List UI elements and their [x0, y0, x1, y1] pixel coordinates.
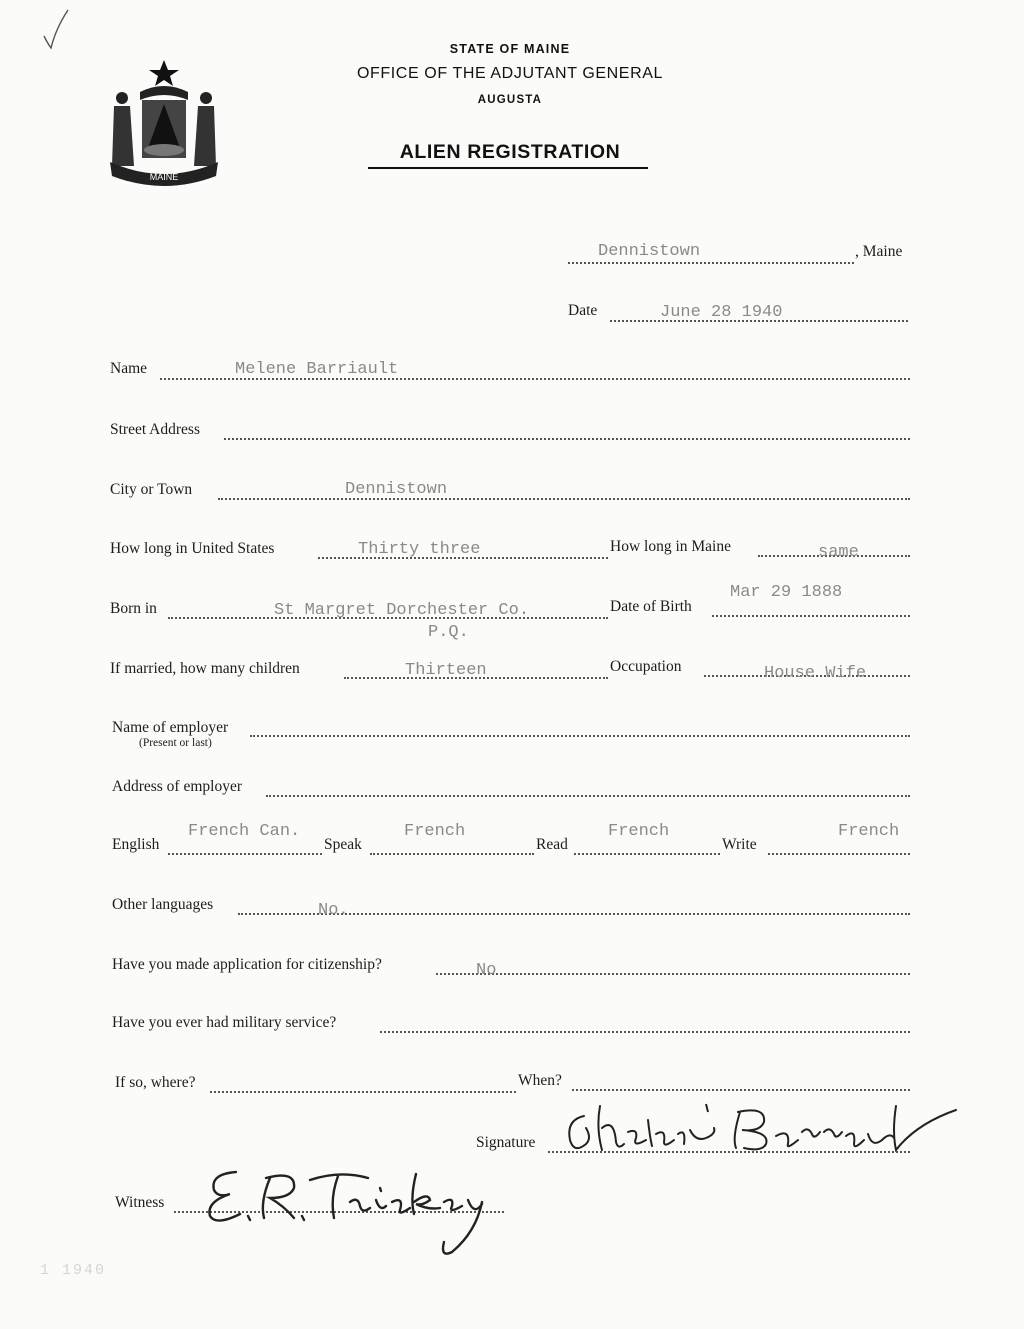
occupation-value: House Wife — [764, 664, 867, 683]
name-label: Name — [110, 360, 148, 377]
place-suffix: , Maine — [855, 243, 903, 260]
employer-address-dots — [266, 795, 910, 797]
citizenship-value: No — [476, 961, 497, 980]
form-title: ALIEN REGISTRATION — [399, 141, 621, 163]
street-label: Street Address — [110, 421, 200, 438]
how-long-us-label: How long in United States — [110, 540, 275, 557]
date-of-birth-value: Mar 29 1888 — [730, 583, 843, 602]
speak-label: Speak — [324, 836, 362, 853]
city-value: Dennistown — [345, 480, 448, 499]
children-label: If married, how many children — [110, 660, 300, 677]
check-mark-icon — [40, 6, 70, 50]
military-dots — [380, 1031, 910, 1033]
signature-label: Signature — [476, 1134, 536, 1151]
street-dots — [224, 438, 910, 440]
where-dots — [210, 1091, 516, 1093]
office-heading: OFFICE OF THE ADJUTANT GENERAL — [356, 65, 664, 82]
city-heading: AUGUSTA — [477, 94, 543, 106]
date-label: Date — [568, 302, 598, 319]
citizenship-dots — [436, 973, 910, 975]
date-of-birth-label: Date of Birth — [610, 598, 692, 615]
english-label: English — [112, 836, 160, 853]
how-long-maine-value: same — [818, 543, 859, 562]
employer-sublabel: (Present or last) — [139, 737, 212, 749]
how-long-us-value: Thirty three — [358, 540, 481, 559]
title-underline — [368, 167, 648, 169]
where-label: If so, where? — [115, 1074, 196, 1091]
read-label: Read — [536, 836, 568, 853]
english-dots — [168, 853, 322, 855]
born-in-value: St Margret Dorchester Co. — [274, 601, 530, 620]
faint-stamp: 1 1940 — [40, 1262, 107, 1279]
svg-text:MAINE: MAINE — [149, 172, 179, 182]
read-dots — [574, 853, 720, 855]
children-value: Thirteen — [405, 661, 487, 680]
witness-label: Witness — [115, 1194, 165, 1211]
write-label: Write — [722, 836, 757, 853]
place-dots — [568, 262, 854, 264]
employer-address-label: Address of employer — [112, 778, 242, 795]
other-languages-value: No. — [318, 901, 349, 920]
employer-label: Name of employer — [112, 719, 229, 736]
city-label: City or Town — [110, 481, 193, 498]
date-of-birth-dots — [712, 615, 910, 617]
city-dots — [218, 498, 910, 500]
maine-seal-icon — [104, 56, 224, 188]
other-languages-label: Other languages — [112, 896, 214, 913]
when-label: When? — [518, 1072, 562, 1089]
how-long-maine-label: How long in Maine — [610, 538, 731, 555]
born-in-label: Born in — [110, 600, 157, 617]
speak-dots — [370, 853, 534, 855]
employer-dots — [250, 735, 910, 737]
when-dots — [572, 1089, 910, 1091]
signature-mark — [556, 1098, 966, 1160]
date-value: June 28 1940 — [660, 303, 783, 322]
english-value: French Can. — [188, 822, 301, 841]
speak-value: French — [404, 822, 466, 841]
witness-signature-mark — [200, 1158, 500, 1258]
write-value: French — [838, 822, 900, 841]
name-value: Melene Barriault — [235, 360, 399, 379]
citizenship-label: Have you made application for citizenship? — [112, 956, 382, 973]
state-heading: STATE OF MAINE — [449, 42, 571, 56]
occupation-label: Occupation — [610, 658, 682, 675]
born-in-value-line2: P.Q. — [428, 623, 469, 642]
read-value: French — [608, 822, 670, 841]
write-dots — [768, 853, 910, 855]
place-value: Dennistown — [598, 242, 701, 261]
military-label: Have you ever had military service? — [112, 1014, 337, 1031]
